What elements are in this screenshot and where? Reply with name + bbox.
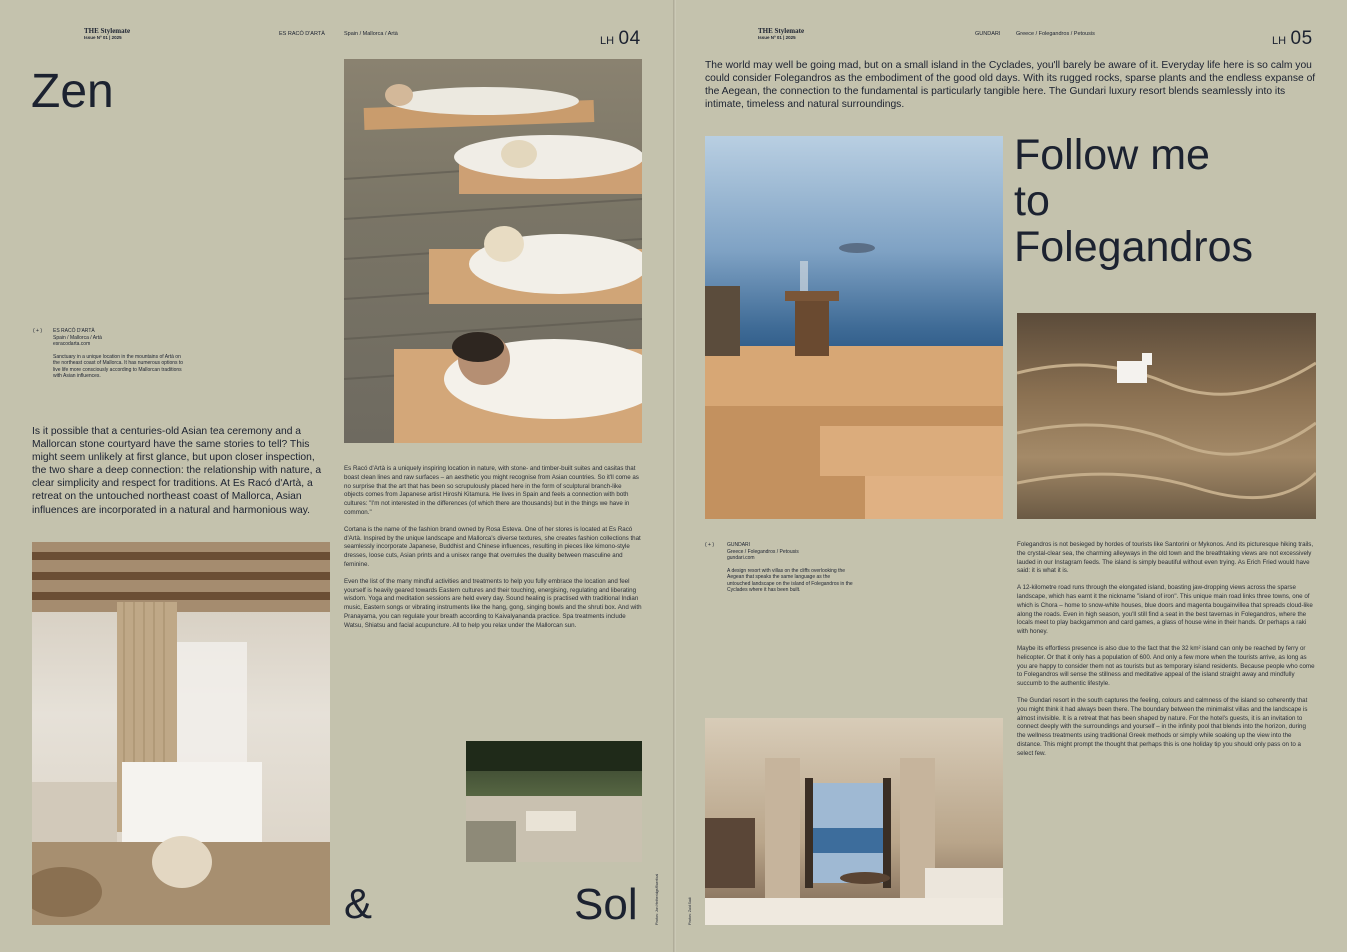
terrace-photo-art: [466, 741, 642, 862]
bedroom-photo-art: [32, 542, 330, 925]
infinity-pool-art: [705, 136, 1003, 519]
feature-title: [1014, 132, 1253, 270]
yoga-photo-art: [344, 59, 642, 443]
terrace-photo: [466, 741, 642, 862]
feature-title-line-1: Follow me: [1014, 131, 1210, 179]
feature-title-line-3: Folegandros: [1014, 223, 1254, 271]
page-number-right: [1272, 28, 1313, 50]
masthead-right: [758, 27, 804, 40]
resort-website[interactable]: gundari.com: [727, 555, 755, 561]
brand-name: THE Stylemate: [758, 27, 805, 35]
page-prefix: LH: [1272, 35, 1287, 47]
section-label: ES RACÓ D'ARTÀ: [279, 31, 325, 37]
body-paragraph-4: The Gundari resort in the south captures the feeling, colours and calmness of the island so coherently that you might think it had always been there. The boundary between the minimalist villas and the landscape is almost invisible. It is a retreat that has been shaped by nature. For the hotel's guests, it is an invitation to connect deeply with the surroundings and yourself – in the infinity pool that blends into the horizon, during the wellness treatments using traditional Greek methods or simply while soaking up the view into the distance. This might prompt the thought that perhaps this is one holiday tip you should only pass on to a select few.: [1017, 696, 1308, 757]
body-paragraph-2: Cortana is the name of the fashion brand owned by Rosa Esteva. One of her stores is located at Es Racó d'Artà. Inspired by the unique landscape and Mallorca's diverse textures, she creates fashion collections that seamlessly incorporate Japanese, Buddhist and Chinese influences, resulting in pieces like kimono-style dresses, loose cuts, Asian prints and a unisex range that overrules the duality between masculine and feminine.: [344, 525, 641, 568]
resort-name: GUNDARI: [727, 542, 751, 548]
issue-number: Issue Nº 01 | 2025: [758, 35, 796, 40]
hotel-website[interactable]: esracodarta.com: [53, 341, 91, 347]
issue-number: Issue Nº 01 | 2025: [84, 35, 122, 40]
lead-paragraph: Is it possible that a centuries-old Asian tea ceremony and a Mallorcan stone courtyard have the same stories to tell? This might seem unlikely at first glance, but upon closer inspection, the two share a deep connection: the relationship with nature, a clear simplicity and respect for traditions. At Es Racó d'Artà, a retreat on the untouched northeast coast of Mallorca, Asian influences are incorporated in a natural and harmonious way.: [32, 426, 322, 516]
resort-location: Greece / Folegandros / Petousis: [727, 548, 799, 555]
photo-credit-left: Photos: Jon Hetheridge/Baertical: [655, 873, 659, 925]
page-title-zen: Zen: [31, 65, 114, 118]
sidebar-marker: ( + ): [705, 542, 715, 548]
resort-info-sidebar: [727, 542, 853, 594]
photo-credit-right: Photos: Zaid Sadi: [688, 897, 692, 925]
feature-title-line-2: to: [1014, 177, 1050, 225]
title-ampersand: &: [344, 880, 373, 927]
brand-name: THE Stylemate: [84, 27, 131, 35]
section-label: GUNDARI: [975, 31, 1001, 37]
masthead-left: [84, 27, 130, 40]
page-number-left: [600, 28, 641, 50]
bedroom-photo: [32, 542, 330, 925]
page-prefix: LH: [600, 35, 615, 47]
section-location: Greece / Folegandros / Petousis: [1016, 31, 1095, 37]
body-paragraph-2: A 12-kilometre road runs through the elongated island, boasting jaw-dropping views across the sparse landscape, which has earnt it the nickname "island of iron". This unique main road links three towns, one of which is Chora – home to snow-white houses, blue doors and magenta bougainvillea that spreads cloud-like along the roads. Even in high season, you'll still find a seat in the best tavernas in Folegandros, where the locals meet to play backgammon and card games, a glass of house wine in their hands. Or perhaps a raki with honey.: [1017, 584, 1313, 636]
body-paragraph-3: Maybe its effortless presence is also due to the fact that the 32 km² island can only be reached by ferry or helicopter. Or that it only has a population of 600. And only a few more when the tourists arrive, as long as you are happy to consider them not as tourists but as temporary island residents. Because people who come to Folegandros will sense the stillness and meditative appeal of the island straight away and mindfully succumb to the authentic lifestyle.: [1017, 644, 1315, 688]
title-sol: Sol: [574, 880, 638, 929]
body-paragraph-3: Even the list of the many mindful activities and treatments to help you fully embrace the location and feel yourself is heavily geared towards Eastern cultures and their touching, energising, regulating and liberating wisdom. Yoga and meditation sessions are held every day. Sound healing is practised with traditional Indian music, Eastern songs or vibrating instruments like the hang, gong, singing bowls and the shruti box. And with Pranayama, you can regulate your breath according to Kaivalyananda practice. Spa treatments include Watsu, Shiatsu and facial acupuncture. All to help you relax under the Mallorcan sun.: [344, 577, 642, 629]
intro-paragraph: The world may well be going mad, but on a small island in the Cyclades, you'll barely be aware of it. Everyday life here is so calm you could consider Folegandros as the embodiment of the good old days. With its rugged rocks, sparse plants and the endless expanse of the Aegean, the connection to the fundamental is particularly tangible here. The Gundari luxury resort blends seamlessly into its intimate, timeless and natural surroundings.: [705, 60, 1316, 111]
left-page: [0, 0, 673, 952]
section-location: Spain / Mallorca / Artà: [344, 31, 398, 37]
right-page: [676, 0, 1347, 952]
hotel-info-sidebar: [53, 328, 189, 380]
hotel-location: Spain / Mallorca / Artà: [53, 334, 102, 341]
sidebar-marker: ( + ): [33, 328, 43, 334]
hotel-name: ES RACÓ D'ARTÀ: [53, 328, 95, 334]
suite-interior-photo: [705, 718, 1003, 925]
body-text: [344, 465, 642, 639]
resort-description: A design resort with villas on the cliffs overlooking the Aegean that speaks the same language as the untouched landscape on the island of Folegandros in the Cyclades where it has been built.: [727, 567, 853, 593]
body-paragraph-1: Es Racó d'Artà is a uniquely inspiring location in nature, with stone- and timber-built suites and casitas that boast clean lines and raw surfaces – an aesthetic you might recognise from Asian countries. So it'll come as no surprise that the art that has been so scrupulously placed here in the form of sculptural branch-like objects comes from Japanese artist Hiroshi Kitamura. He lives in Spain and feels a connection with both cultures: "I'm not interested in the differences (of which there are thousands) but in the things we have in common.": [344, 465, 639, 516]
yoga-photo: [344, 59, 642, 443]
hotel-description: Sanctuary in a unique location in the mountains of Artà on the northeast coast of Mallorca. It has numerous options to live life more consciously according to Mallorcan traditions with Asian influences.: [53, 353, 184, 379]
suite-interior-art: [705, 718, 1003, 925]
page-number: 04: [618, 28, 641, 49]
body-paragraph-1: Folegandros is not besieged by hordes of tourists like Santorini or Mykonos. And its picturesque hiking trails, the crystal-clear sea, the charming alleyways in the old town and the breathtaking views are not excessively lauded in our Instagram feeds. The island is simply beautiful without even trying. As Erich Fried would have said: it is what it is.: [1017, 541, 1314, 575]
page-number: 05: [1290, 28, 1313, 49]
body-text: [1017, 541, 1316, 767]
infinity-pool-photo: [705, 136, 1003, 519]
island-landscape-art: [1017, 313, 1316, 519]
island-landscape-photo: [1017, 313, 1316, 519]
